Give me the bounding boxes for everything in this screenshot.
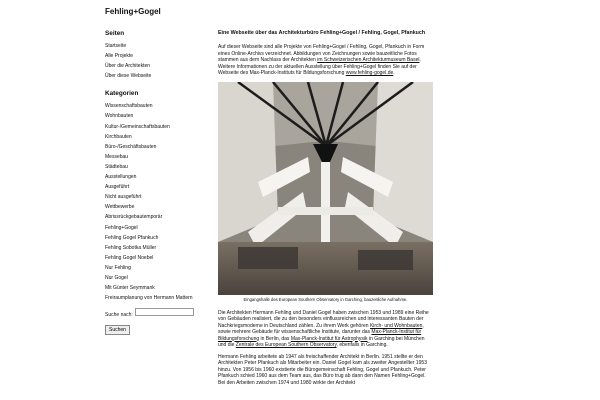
category-link[interactable]: Freiraumplanung von Hermann Mattern — [105, 295, 193, 302]
body-text: , ebenfalls in Garching. — [336, 342, 388, 348]
categories-heading: Kategorien — [105, 90, 139, 98]
search-label: Suche nach: — [105, 312, 133, 319]
category-link[interactable]: Fehling Gogel Noebel — [105, 254, 154, 261]
category-link[interactable]: Wohnbauten — [105, 113, 134, 120]
body-text: Die Architekten Hermann Fehling und Daniel Gogel haben zwischen 1953 und 1989 eine Reihe von Gebäuden realisiert, die zu den besonders einflussreichen und interessanten Bauten der Nachkriegsmoderne in Deutschland zählen. Zu ihrem Werk gehören — [218, 309, 429, 329]
category-link[interactable]: Kultur-/Gemeinschaftsbauten — [105, 123, 170, 130]
intro-paragraph — [218, 44, 433, 77]
category-link[interactable]: Nur Gogel — [105, 274, 128, 281]
history-paragraph: Hermann Fehling arbeitete ab 1947 als freischaffender Architekt in Berlin. 1951 stellte er den Architekten Peter Pfankuch als Mitarbeiter ein. Daniel Gogel kam als zweiter Angestellter 1953 hinzu. Von 1956 bis 1960 existierte die Bürogemeinschaft Fehling, Gogel und Pfankuch. Peter Pfankuch schied 1960 aus dem Team aus, das Büro trug ab dann den Namen Fehling+Gogel. Bei den Arbeiten zwischen 1974 und 1980 wirkte der Architekt — [218, 353, 427, 386]
mpi-bildung-link[interactable]: Max-Planck-Institut für Bildungsforschung — [218, 329, 422, 342]
category-link[interactable]: Mit Günter Seymmank — [105, 285, 155, 292]
page-link-alle-projekte[interactable]: Alle Projekte — [105, 53, 134, 60]
category-link[interactable]: Abrissrückgebautemporär — [105, 214, 163, 221]
intro-text: Auf dieser Webseite sind alle Projekte von Fehling+Gogel / Fehling, Gogel, Pfankuch in Form eines Online-Archivs verzeichnet. Abbildungen von Zeichnungen sowie bauzeitliche Fotos stammen aus dem Nachlass der Architekten — [218, 44, 425, 63]
body-text: , sowie mehrere Gebäude für wissenschaftliche Institute, darunter das — [218, 322, 424, 335]
category-link[interactable]: Nur Fehling — [105, 264, 131, 271]
pages-heading: Seiten — [105, 30, 125, 37]
main-content — [218, 30, 433, 391]
photo-caption: Eingangshalle des European Southern Observatory in Garching, bauzeitliche Aufnahme. — [243, 296, 408, 302]
category-link[interactable]: Ausgeführt — [105, 184, 130, 191]
mpi-astro-link[interactable]: Max-Planck-Institut für Astrophysik — [290, 335, 368, 342]
eso-link[interactable]: Zentrale des European Southern Observatory — [235, 342, 337, 348]
category-link[interactable]: Büro-/Geschäftsbauten — [105, 143, 157, 150]
pages-list — [105, 41, 205, 81]
category-link[interactable]: Fehling Gogel Pfankuch — [105, 234, 159, 241]
search-button[interactable]: Suchen — [105, 325, 130, 335]
category-link[interactable]: Messebau — [105, 153, 129, 160]
category-link[interactable]: Nicht ausgeführt — [105, 194, 142, 201]
page-link-ueber-webseite[interactable]: Über diese Webseite — [105, 73, 152, 80]
category-link[interactable]: Städtebau — [105, 163, 128, 170]
entrance-hall-photo — [218, 82, 433, 295]
category-link[interactable]: Fehling Sobotka Müller — [105, 244, 157, 251]
page-link-ueber-architekten[interactable]: Über die Architekten — [105, 63, 151, 70]
church-housing-link[interactable]: Kirch- und Wohnbauten — [369, 322, 423, 329]
intro-text: . — [393, 70, 395, 76]
museum-link[interactable]: im Schweizerischen Architekturmuseum Basel — [317, 57, 420, 63]
body-text: in Berlin, das — [259, 335, 291, 342]
intro-text: . Weitere Informationen zu der aktuellen Ausstellung über Fehling+Gogel finden Sie auf der Webseite des Max-Planck-Instituts für Bildungsforschung — [218, 57, 421, 76]
architects-paragraph — [218, 310, 433, 349]
page-heading: Eine Webseite über das Architekturbüro Fehling+Gogel / Fehling, Gogel, Pfankuch — [218, 30, 426, 36]
website-link[interactable]: www.fehling-gogel.de — [345, 70, 394, 76]
site-title[interactable]: Fehling+Gogel — [105, 7, 161, 16]
category-link[interactable]: Fehling+Gogel — [105, 224, 138, 231]
body-text: in Garching bei München und die — [218, 335, 425, 348]
categories-list — [105, 101, 205, 303]
category-link[interactable]: Kirchbauten — [105, 133, 132, 140]
sidebar — [105, 30, 205, 335]
category-link[interactable]: Ausstellungen — [105, 174, 137, 181]
category-link[interactable]: Wettbewerbe — [105, 204, 135, 211]
search-input[interactable] — [135, 308, 194, 316]
category-link[interactable]: Wissenschaftsbauten — [105, 103, 153, 110]
page-link-startseite[interactable]: Startseite — [105, 43, 127, 49]
